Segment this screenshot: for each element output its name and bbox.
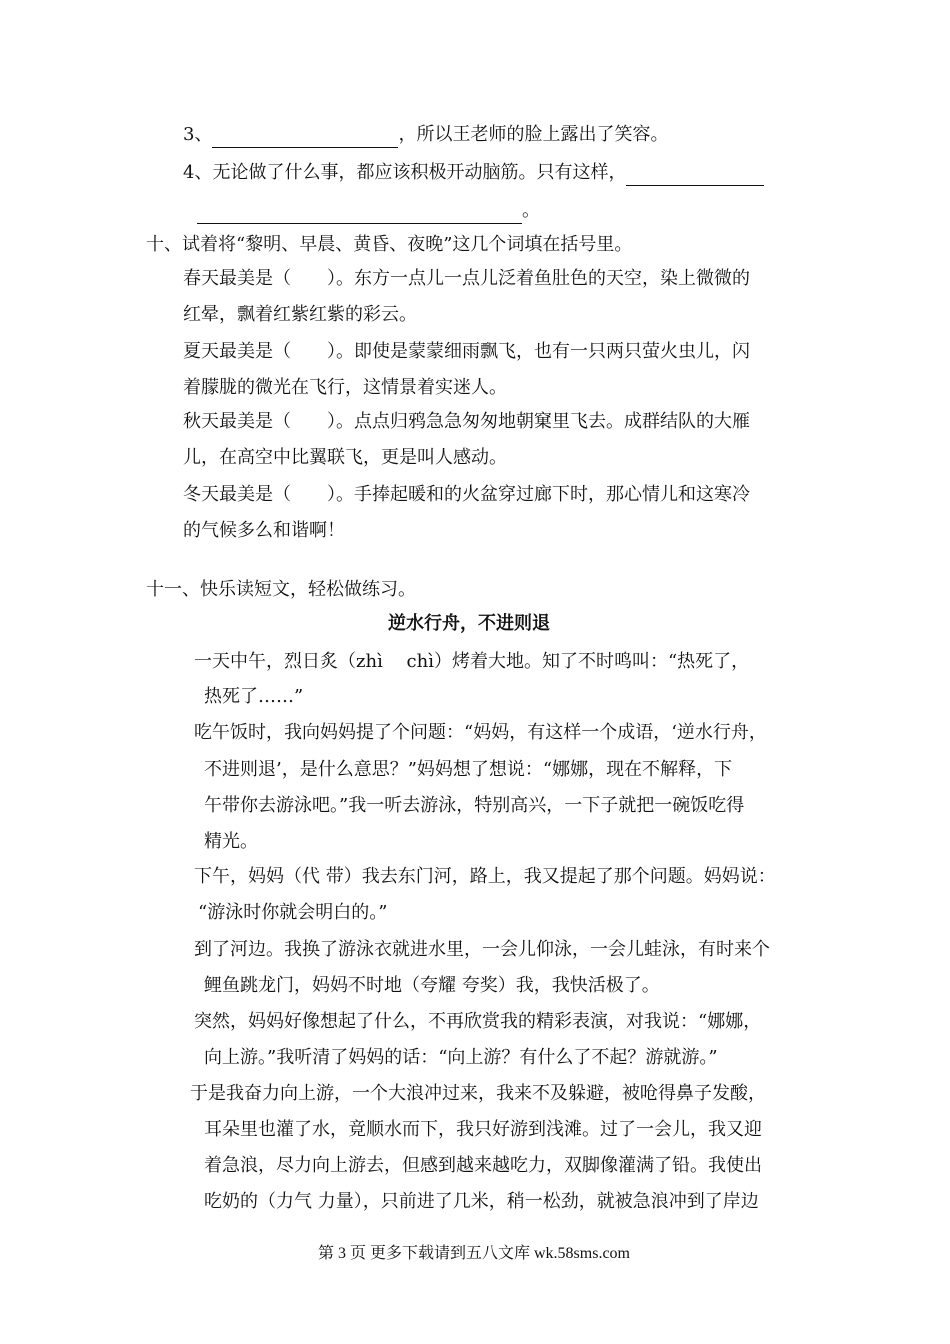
q10-heading: 十、试着将“黎明、早晨、黄昏、夜晚”这几个词填在括号里。 <box>146 234 633 255</box>
passage-line: 午带你去游泳吧。”我一听去游泳，特别高兴，一下子就把一碗饭吃得 <box>204 795 745 816</box>
q10-line: 冬天最美是（ ）。手捧起暖和的火盆穿过廊下时，那心情儿和这寒冷 <box>183 484 750 505</box>
q9-item3-number: 3、 <box>183 124 213 145</box>
passage-line: 一天中午，烈日炙（zhì chì）烤着大地。知了不时鸣叫：“热死了， <box>194 651 750 672</box>
passage-line: 到了河边。我换了游泳衣就进水里，一会儿仰泳，一会儿蛙泳，有时来个 <box>194 939 770 960</box>
q10-line: 儿，在高空中比翼联飞，更是叫人感动。 <box>183 447 507 468</box>
q10-line: 的气候多么和谐啊！ <box>183 520 345 541</box>
q9-item4-blank-1 <box>626 165 764 186</box>
q10-line: 红晕，飘着红紫红紫的彩云。 <box>183 304 417 325</box>
passage-title: 逆水行舟，不进则退 <box>388 613 550 634</box>
passage-line: 下午，妈妈（代 带）我去东门河，路上，我又提起了那个问题。妈妈说： <box>194 866 776 887</box>
q9-item4-blank-2 <box>197 203 522 224</box>
q9-item4-end: 。 <box>522 200 540 221</box>
q11-heading: 十一、快乐读短文，轻松做练习。 <box>146 579 416 600</box>
q10-line: 春天最美是（ ）。东方一点儿一点儿泛着鱼肚色的天空，染上微微的 <box>183 268 750 289</box>
passage-line: 不进则退’，是什么意思？”妈妈想了想说：“娜娜，现在不解释，下 <box>204 759 733 780</box>
passage-line: 耳朵里也灌了水，竟顺水而下，我只好游到浅滩。过了一会儿，我又迎 <box>204 1119 762 1140</box>
passage-line: 突然，妈妈好像想起了什么，不再欣赏我的精彩表演，对我说：“娜娜， <box>194 1011 762 1032</box>
q9-item4-line2 <box>197 198 540 224</box>
passage-line: 吃午饭时，我向妈妈提了个问题：“妈妈，有这样一个成语，‘逆水行舟， <box>194 722 767 743</box>
q10-line: 夏天最美是（ ）。即使是蒙蒙细雨飘飞，也有一只两只萤火虫儿，闪 <box>183 341 750 362</box>
page-footer: 第 3 页 更多下载请到五八文库 wk.58sms.com <box>318 1245 631 1262</box>
q9-item3-blank <box>212 127 398 148</box>
passage-line: 热死了……” <box>204 686 304 707</box>
q10-line: 着朦胧的微光在飞行，这情景着实迷人。 <box>183 377 507 398</box>
q9-item4-text: 4、无论做了什么事，都应该积极开动脑筋。只有这样， <box>183 162 627 183</box>
q9-item3-text: ，所以王老师的脸上露出了笑容。 <box>398 124 669 145</box>
passage-line: 鲤鱼跳龙门，妈妈不时地（夸耀 夸奖）我，我快活极了。 <box>204 975 660 996</box>
q9-item3 <box>183 122 668 148</box>
q10-line: 秋天最美是（ ）。点点归鸦急急匆匆地朝窠里飞去。成群结队的大雁 <box>183 411 750 432</box>
q9-item4 <box>183 160 764 186</box>
passage-line: “游泳时你就会明白的。” <box>198 902 388 923</box>
passage-line: 精光。 <box>204 831 258 852</box>
passage-line: 着急浪，尽力向上游去，但感到越来越吃力，双脚像灌满了铅。我使出 <box>204 1155 762 1176</box>
passage-line: 于是我奋力向上游，一个大浪冲过来，我来不及躲避，被呛得鼻子发酸， <box>190 1083 766 1104</box>
passage-line: 向上游。”我听清了妈妈的话：“向上游？有什么了不起？游就游。” <box>204 1047 718 1068</box>
passage-line: 吃奶的（力气 力量），只前进了几米，稍一松劲，就被急浪冲到了岸边 <box>204 1191 759 1212</box>
